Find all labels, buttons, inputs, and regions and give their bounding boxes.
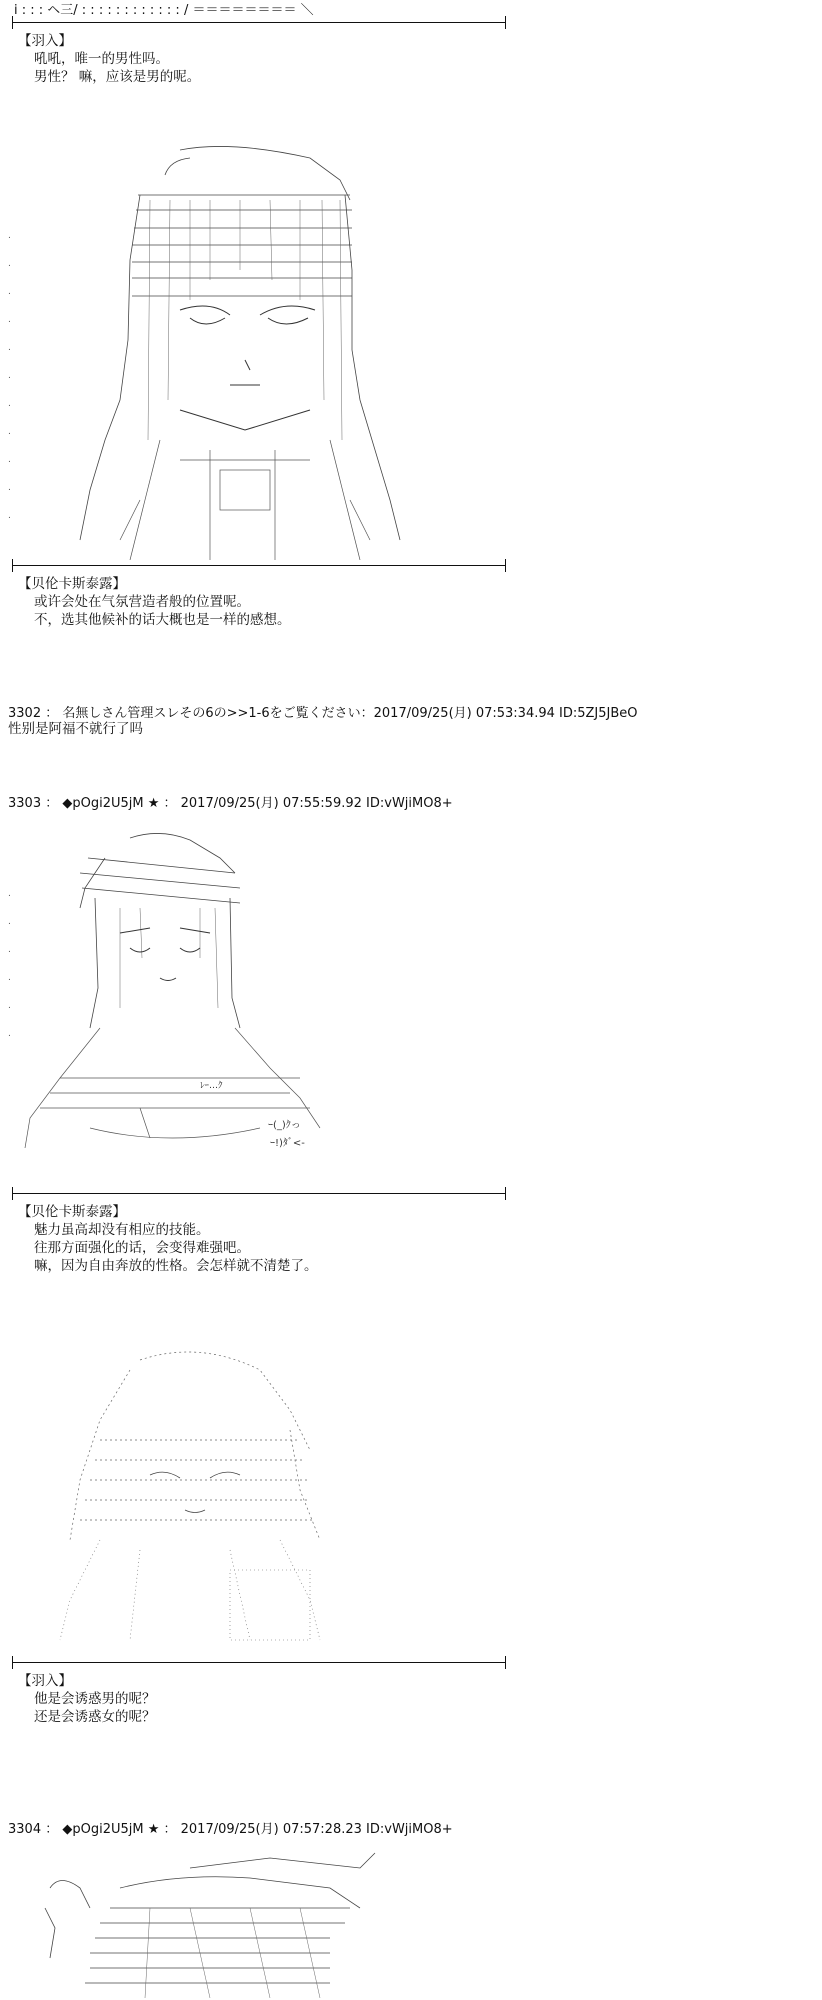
ascii-art-character-3 xyxy=(40,1340,340,1660)
art-text: ｰ!)ﾀﾞ<- xyxy=(270,1138,305,1149)
divider xyxy=(12,565,506,566)
dialogue-line: 往那方面强化的话，会变得难强吧。 xyxy=(34,1240,250,1256)
post-body: 性别是阿福不就行了吗 xyxy=(8,721,143,737)
speaker-label: 【羽入】 xyxy=(18,33,72,49)
speaker-label: 【贝伦卡斯泰露】 xyxy=(18,1204,126,1220)
divider xyxy=(12,22,506,23)
post-header: 3304 ： ◆pOgi2U5jM ★ ： 2017/09/25(月) 07:57:28.23 ID:vWjiMO8+ xyxy=(8,1822,453,1837)
dialogue-line: 还是会诱惑女的呢？ xyxy=(34,1709,156,1725)
art-text: ﾚｰ…ｸ xyxy=(200,1081,223,1091)
divider xyxy=(12,1193,506,1194)
ascii-art-character-1 xyxy=(60,140,440,560)
speaker-label: 【贝伦卡斯泰露】 xyxy=(18,576,126,592)
ascii-art-character-2 xyxy=(20,828,350,1168)
divider xyxy=(12,1662,506,1663)
ascii-art-character-4 xyxy=(30,1848,390,2000)
speaker-label: 【羽入】 xyxy=(18,1673,72,1689)
dialogue-line: 吼吼，唯一的男性吗。 xyxy=(34,51,169,67)
post-header: 3303 ： ◆pOgi2U5jM ★ ： 2017/09/25(月) 07:55:59.92 ID:vWjiMO8+ xyxy=(8,796,453,811)
dialogue-line: 嘛，因为自由奔放的性格。会怎样就不清楚了。 xyxy=(34,1258,318,1274)
margin-dots: . . . . . . xyxy=(8,889,11,1039)
dialogue-line: 他是会诱惑男的呢？ xyxy=(34,1691,156,1707)
post-header: 3302 ： 名無しさん管理スレその6の>>1-6をご覧ください：2017/09/25(月) 07:53:34.94 ID:5ZJ5JBeO xyxy=(8,706,638,721)
dialogue-line: 或许会处在气氛营造者般的位置呢。 xyxy=(34,594,250,610)
dialogue-line: 男性？ 嘛，应该是男的呢。 xyxy=(34,69,201,85)
dialogue-line: 不，选其他候补的话大概也是一样的感想。 xyxy=(34,612,291,628)
margin-dots: . . . . . . . . . . . xyxy=(8,231,11,521)
top-aa-fragment: i : : : ヘ三/ : : : : : : : : : : : : / ＝＝＝＝＝＝＝＝ ＼ xyxy=(14,3,314,18)
dialogue-line: 魅力虽高却没有相应的技能。 xyxy=(34,1222,210,1238)
art-text: ｰ(_)ｸっ xyxy=(268,1120,301,1131)
